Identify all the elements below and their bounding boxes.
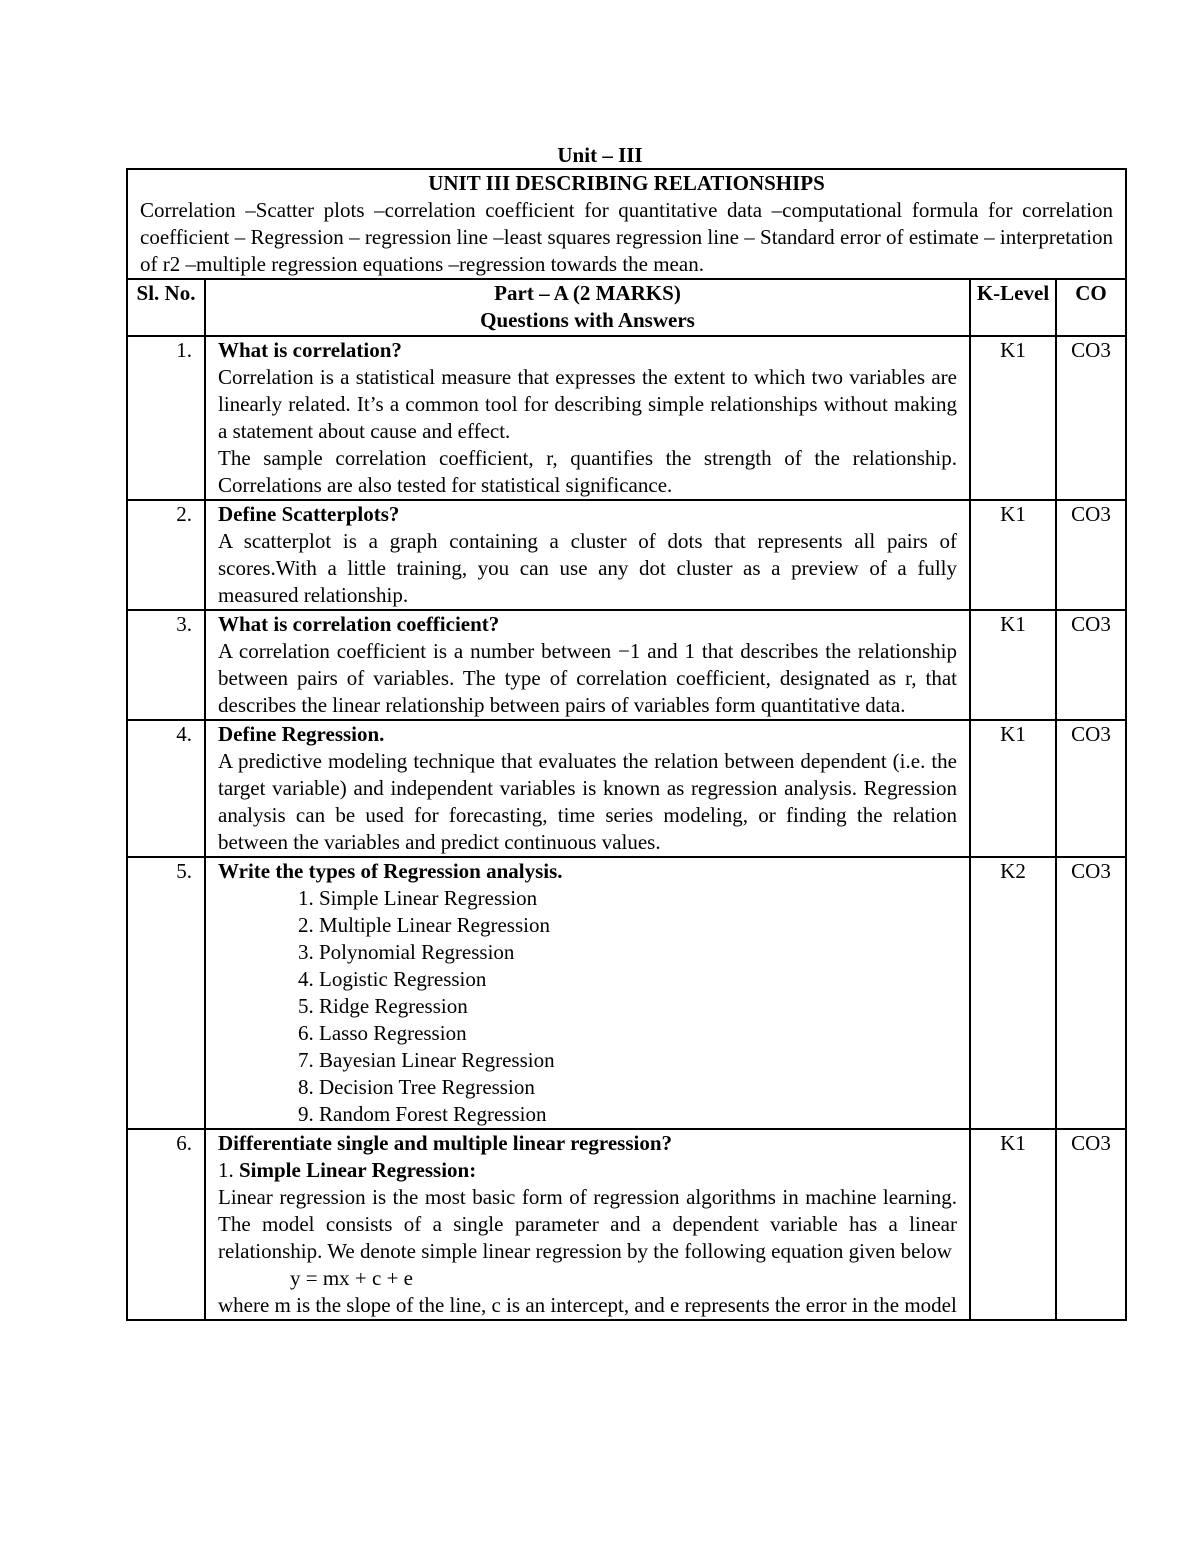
table-row	[127, 1129, 1126, 1320]
table-row	[127, 336, 1126, 500]
question-cell	[205, 720, 970, 857]
question-number: 4.	[127, 720, 205, 857]
answer-text: A scatterplot is a graph containing a cluster of dots that represents all pairs of scores.With a little training, you can use any dot cluster as a preview of a fully measured relationship.	[218, 529, 957, 607]
question-title: Differentiate single and multiple linear regression?	[218, 1131, 673, 1155]
k-level-value: K1	[970, 1129, 1056, 1320]
answer-text: Linear regression is the most basic form of regression algorithms in machine learning. The model consists of a single parameter and a dependent variable has a linear relationship. We denote simple linear regression by the following equation given below	[218, 1185, 957, 1263]
col-header-sl-no: Sl. No.	[127, 279, 205, 336]
question-title: What is correlation coefficient?	[218, 612, 500, 636]
list-item: 1. Simple Linear Regression	[298, 886, 538, 910]
question-cell	[205, 610, 970, 720]
question-cell	[205, 336, 970, 500]
question-number: 2.	[127, 500, 205, 610]
col-header-k-level: K-Level	[970, 279, 1056, 336]
k-level-value: K1	[970, 720, 1056, 857]
unit-header-row	[127, 169, 1126, 279]
list-item: 6. Lasso Regression	[298, 1021, 467, 1045]
question-cell	[205, 857, 970, 1129]
k-level-value: K1	[970, 610, 1056, 720]
question-title: What is correlation?	[218, 338, 402, 362]
table-row	[127, 500, 1126, 610]
subsection-title: Simple Linear Regression:	[239, 1158, 477, 1182]
question-title: Define Regression.	[218, 722, 385, 746]
col-header-part-title: Part – A (2 MARKS)	[494, 281, 681, 305]
co-value: CO3	[1056, 336, 1126, 500]
equation-note: where m is the slope of the line, c is an intercept, and e represents the error in the model	[218, 1293, 957, 1317]
k-level-value: K2	[970, 857, 1056, 1129]
subsection-number: 1.	[218, 1158, 234, 1182]
unit-syllabus: Correlation –Scatter plots –correlation coefficient for quantitative data –computational formula for correlation coefficient – Regression – regression line –least squares regression line – Standard error of estimate – interpretation of r2 –multiple regression equations –regression towards the mean.	[140, 198, 1114, 276]
k-level-value: K1	[970, 336, 1056, 500]
question-number: 3.	[127, 610, 205, 720]
question-number: 1.	[127, 336, 205, 500]
question-cell	[205, 500, 970, 610]
co-value: CO3	[1056, 1129, 1126, 1320]
answer-text: A predictive modeling technique that evaluates the relation between dependent (i.e. the target variable) and independent variables is known as regression analysis. Regression analysis can be used for forecasting, time series modeling, or finding the relation between the variables and predict continuous values.	[218, 749, 957, 854]
col-header-part-subtitle: Questions with Answers	[480, 308, 695, 332]
regression-types-list	[218, 885, 957, 1128]
table-row	[127, 720, 1126, 857]
question-number: 5.	[127, 857, 205, 1129]
question-title: Write the types of Regression analysis.	[218, 859, 563, 883]
co-value: CO3	[1056, 610, 1126, 720]
unit-header-cell	[127, 169, 1126, 279]
col-header-part	[205, 279, 970, 336]
list-item: 9. Random Forest Regression	[298, 1102, 547, 1126]
question-number: 6.	[127, 1129, 205, 1320]
equation: y = mx + c + e	[290, 1266, 414, 1290]
column-header-row	[127, 279, 1126, 336]
list-item: 3. Polynomial Regression	[298, 940, 515, 964]
question-title: Define Scatterplots?	[218, 502, 400, 526]
question-cell	[205, 1129, 970, 1320]
list-item: 2. Multiple Linear Regression	[298, 913, 550, 937]
co-value: CO3	[1056, 720, 1126, 857]
list-item: 8. Decision Tree Regression	[298, 1075, 535, 1099]
col-header-co: CO	[1056, 279, 1126, 336]
question-table	[126, 168, 1127, 1321]
page-title: Unit – III	[557, 143, 643, 167]
table-row	[127, 857, 1126, 1129]
answer-text: The sample correlation coefficient, r, quantifies the strength of the relationship. Correlations are also tested for statistical significance.	[218, 446, 957, 497]
answer-text: A correlation coefficient is a number between −1 and 1 that describes the relationship between pairs of variables. The type of correlation coefficient, designated as r, that describes the linear relationship between pairs of variables form quantitative data.	[218, 639, 957, 717]
unit-heading: UNIT III DESCRIBING RELATIONSHIPS	[428, 171, 825, 195]
co-value: CO3	[1056, 500, 1126, 610]
list-item: 4. Logistic Regression	[298, 967, 487, 991]
answer-text: Correlation is a statistical measure that expresses the extent to which two variables are linearly related. It’s a common tool for describing simple relationships without making a statement about cause and effect.	[218, 365, 957, 443]
table-row	[127, 610, 1126, 720]
co-value: CO3	[1056, 857, 1126, 1129]
k-level-value: K1	[970, 500, 1056, 610]
subsection-heading	[218, 1157, 957, 1184]
list-item: 5. Ridge Regression	[298, 994, 468, 1018]
list-item: 7. Bayesian Linear Regression	[298, 1048, 555, 1072]
